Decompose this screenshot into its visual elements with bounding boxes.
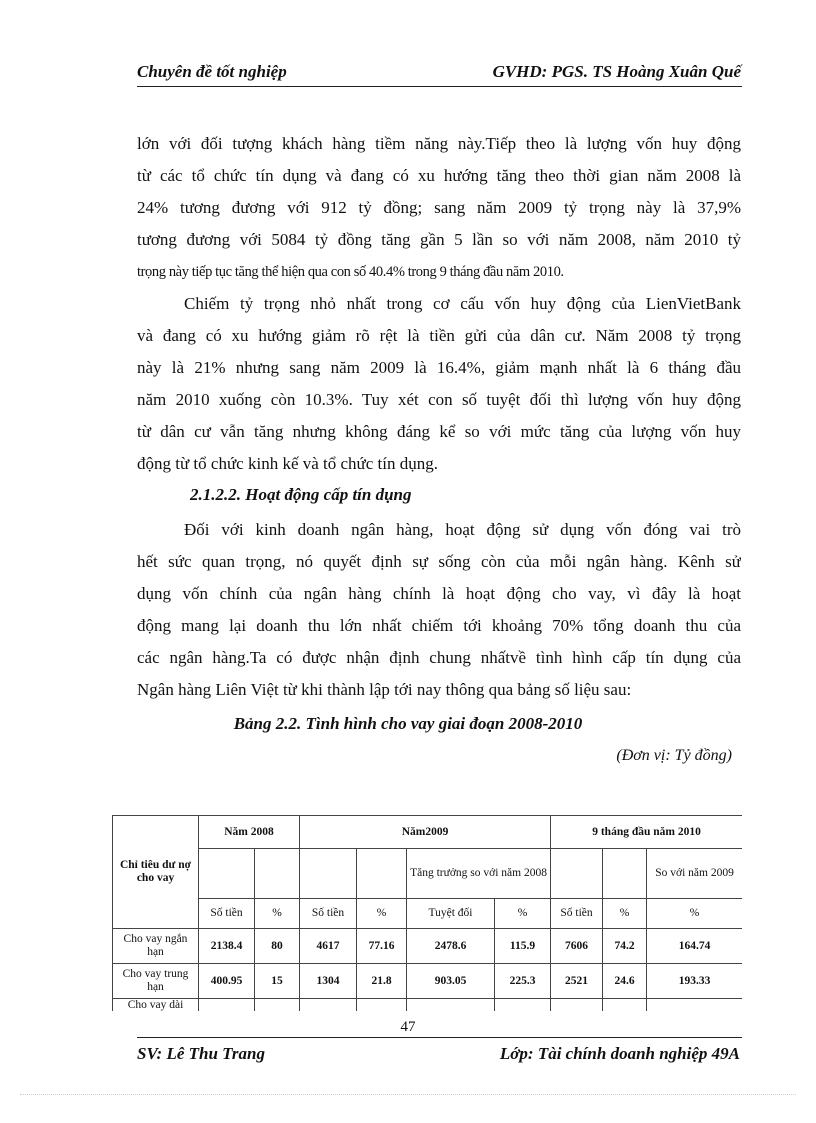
text-line: và đang có xu hướng giảm rõ rệt là tiền gửi của dân cư. Năm 2008 tỷ trọng	[137, 326, 741, 345]
text-line: trọng này tiếp tục tăng thể hiện qua con số 40.4% trong 9 tháng đầu năm 2010.	[137, 264, 564, 280]
text-line: các ngân hàng.Ta có được nhận định chung nhấtvề tình hình cấp tín dụng của	[137, 648, 741, 667]
text-line: từ dân cư vẫn tăng nhưng không đáng kể so với mức tăng của lượng vốn huy	[137, 422, 741, 441]
sub-header: Số tiền	[551, 899, 603, 929]
table-cell: 77.16	[357, 929, 407, 964]
table-cell: 80	[255, 929, 300, 964]
table-caption: Bảng 2.2. Tình hình cho vay giai đoạn 2008-2010	[233, 714, 583, 733]
text-line: lớn với đối tượng khách hàng tiềm năng này.Tiếp theo là lượng vốn huy động	[137, 134, 741, 153]
paragraph-1	[137, 128, 741, 288]
table-row	[113, 929, 743, 964]
table-row	[113, 999, 743, 1012]
table-row	[113, 964, 743, 999]
table-unit: (Đơn vị: Tỷ đồng)	[616, 747, 732, 764]
text-line: 24% tương đương với 912 tỷ đồng; sang năm 2009 tỷ trọng này là 37,9%	[137, 198, 741, 217]
footer-right: Lớp: Tài chính doanh nghiệp 49A	[499, 1044, 740, 1063]
sub-header: Tuyệt đối	[407, 899, 495, 929]
header-left: Chuyên đề tốt nghiệp	[137, 62, 287, 81]
table-cell: 115.9	[495, 929, 551, 964]
table-cell: 7606	[551, 929, 603, 964]
table-cell: 1304	[300, 964, 357, 999]
text-line: hết sức quan trọng, nó quyết định sự sống còn của mỗi ngân hàng. Kênh sử	[137, 552, 741, 571]
loan-table	[112, 815, 742, 1011]
text-line: này là 21% nhưng sang năm 2009 là 16.4%, giảm mạnh nhất là 6 tháng đầu	[137, 358, 741, 377]
table-cell: 400.95	[199, 964, 255, 999]
table-cell: 2138.4	[199, 929, 255, 964]
text-line: Chiếm tỷ trọng nhỏ nhất trong cơ cấu vốn huy động của LienVietBank	[184, 294, 741, 313]
row-label: Cho vay dài	[113, 999, 199, 1012]
sub-header: %	[495, 899, 551, 929]
text-line: động từ tổ chức kinh kế và tổ chức tín dụng.	[137, 454, 439, 473]
table-cell: 74.2	[603, 929, 647, 964]
year-2008-header: Năm 2008	[199, 816, 300, 849]
year-2010-header: 9 tháng đầu năm 2010	[551, 816, 742, 849]
sub-header: %	[647, 899, 742, 929]
sub-header: Số tiền	[199, 899, 255, 929]
text-line: tương đương với 5084 tỷ đồng tăng gần 5 lần so với năm 2008, năm 2010 tỷ	[137, 230, 741, 249]
table-cell: 193.33	[647, 964, 742, 999]
compare-2009-header: So với năm 2009	[647, 849, 742, 899]
paragraph-3	[137, 514, 741, 706]
year-2009-header: Năm2009	[300, 816, 551, 849]
table-cell: 24.6	[603, 964, 647, 999]
text-line: năm 2010 xuống còn 10.3%. Tuy xét con số tuyệt đối thì lượng vốn huy động	[137, 390, 741, 409]
text-line: từ các tổ chức tín dụng và đang có xu hướng tăng theo thời gian năm 2008 là	[137, 166, 741, 185]
page-number: 47	[400, 1019, 416, 1035]
table-cell: 903.05	[407, 964, 495, 999]
table-cell: 225.3	[495, 964, 551, 999]
table-cell: 2478.6	[407, 929, 495, 964]
page-bottom-divider	[20, 1094, 796, 1095]
table-cell: 15	[255, 964, 300, 999]
table-cell: 2521	[551, 964, 603, 999]
sub-header: %	[357, 899, 407, 929]
row-label: Cho vay ngắn hạn	[113, 929, 199, 964]
text-line: động mang lại doanh thu lớn nhất chiếm tới khoảng 70% tổng doanh thu của	[137, 616, 741, 635]
growth-header: Tăng trưởng so với năm 2008	[407, 849, 551, 899]
sub-header: %	[603, 899, 647, 929]
text-line: Ngân hàng Liên Việt từ khi thành lập tới nay thông qua bảng số liệu sau:	[137, 680, 632, 699]
table-cell: 4617	[300, 929, 357, 964]
row-label: Cho vay trung hạn	[113, 964, 199, 999]
row-header-cell: Chỉ tiêu dư nợ cho vay	[113, 816, 199, 929]
table-cell: 21.8	[357, 964, 407, 999]
paragraph-2	[137, 288, 741, 480]
sub-header: %	[255, 899, 300, 929]
footer-left: SV: Lê Thu Trang	[137, 1044, 265, 1063]
text-line: Đối với kinh doanh ngân hàng, hoạt động sử dụng vốn đóng vai trò	[184, 520, 741, 539]
section-heading: 2.1.2.2. Hoạt động cấp tín dụng	[190, 485, 412, 504]
header-rule	[137, 86, 742, 87]
sub-header: Số tiền	[300, 899, 357, 929]
header-right: GVHD: PGS. TS Hoàng Xuân Quế	[492, 62, 741, 81]
table-cell: 164.74	[647, 929, 742, 964]
text-line: dụng vốn chính của ngân hàng chính là hoạt động cho vay, vì đây là hoạt	[137, 584, 741, 603]
loan-table-wrapper	[112, 815, 742, 1011]
footer-rule	[137, 1037, 742, 1038]
